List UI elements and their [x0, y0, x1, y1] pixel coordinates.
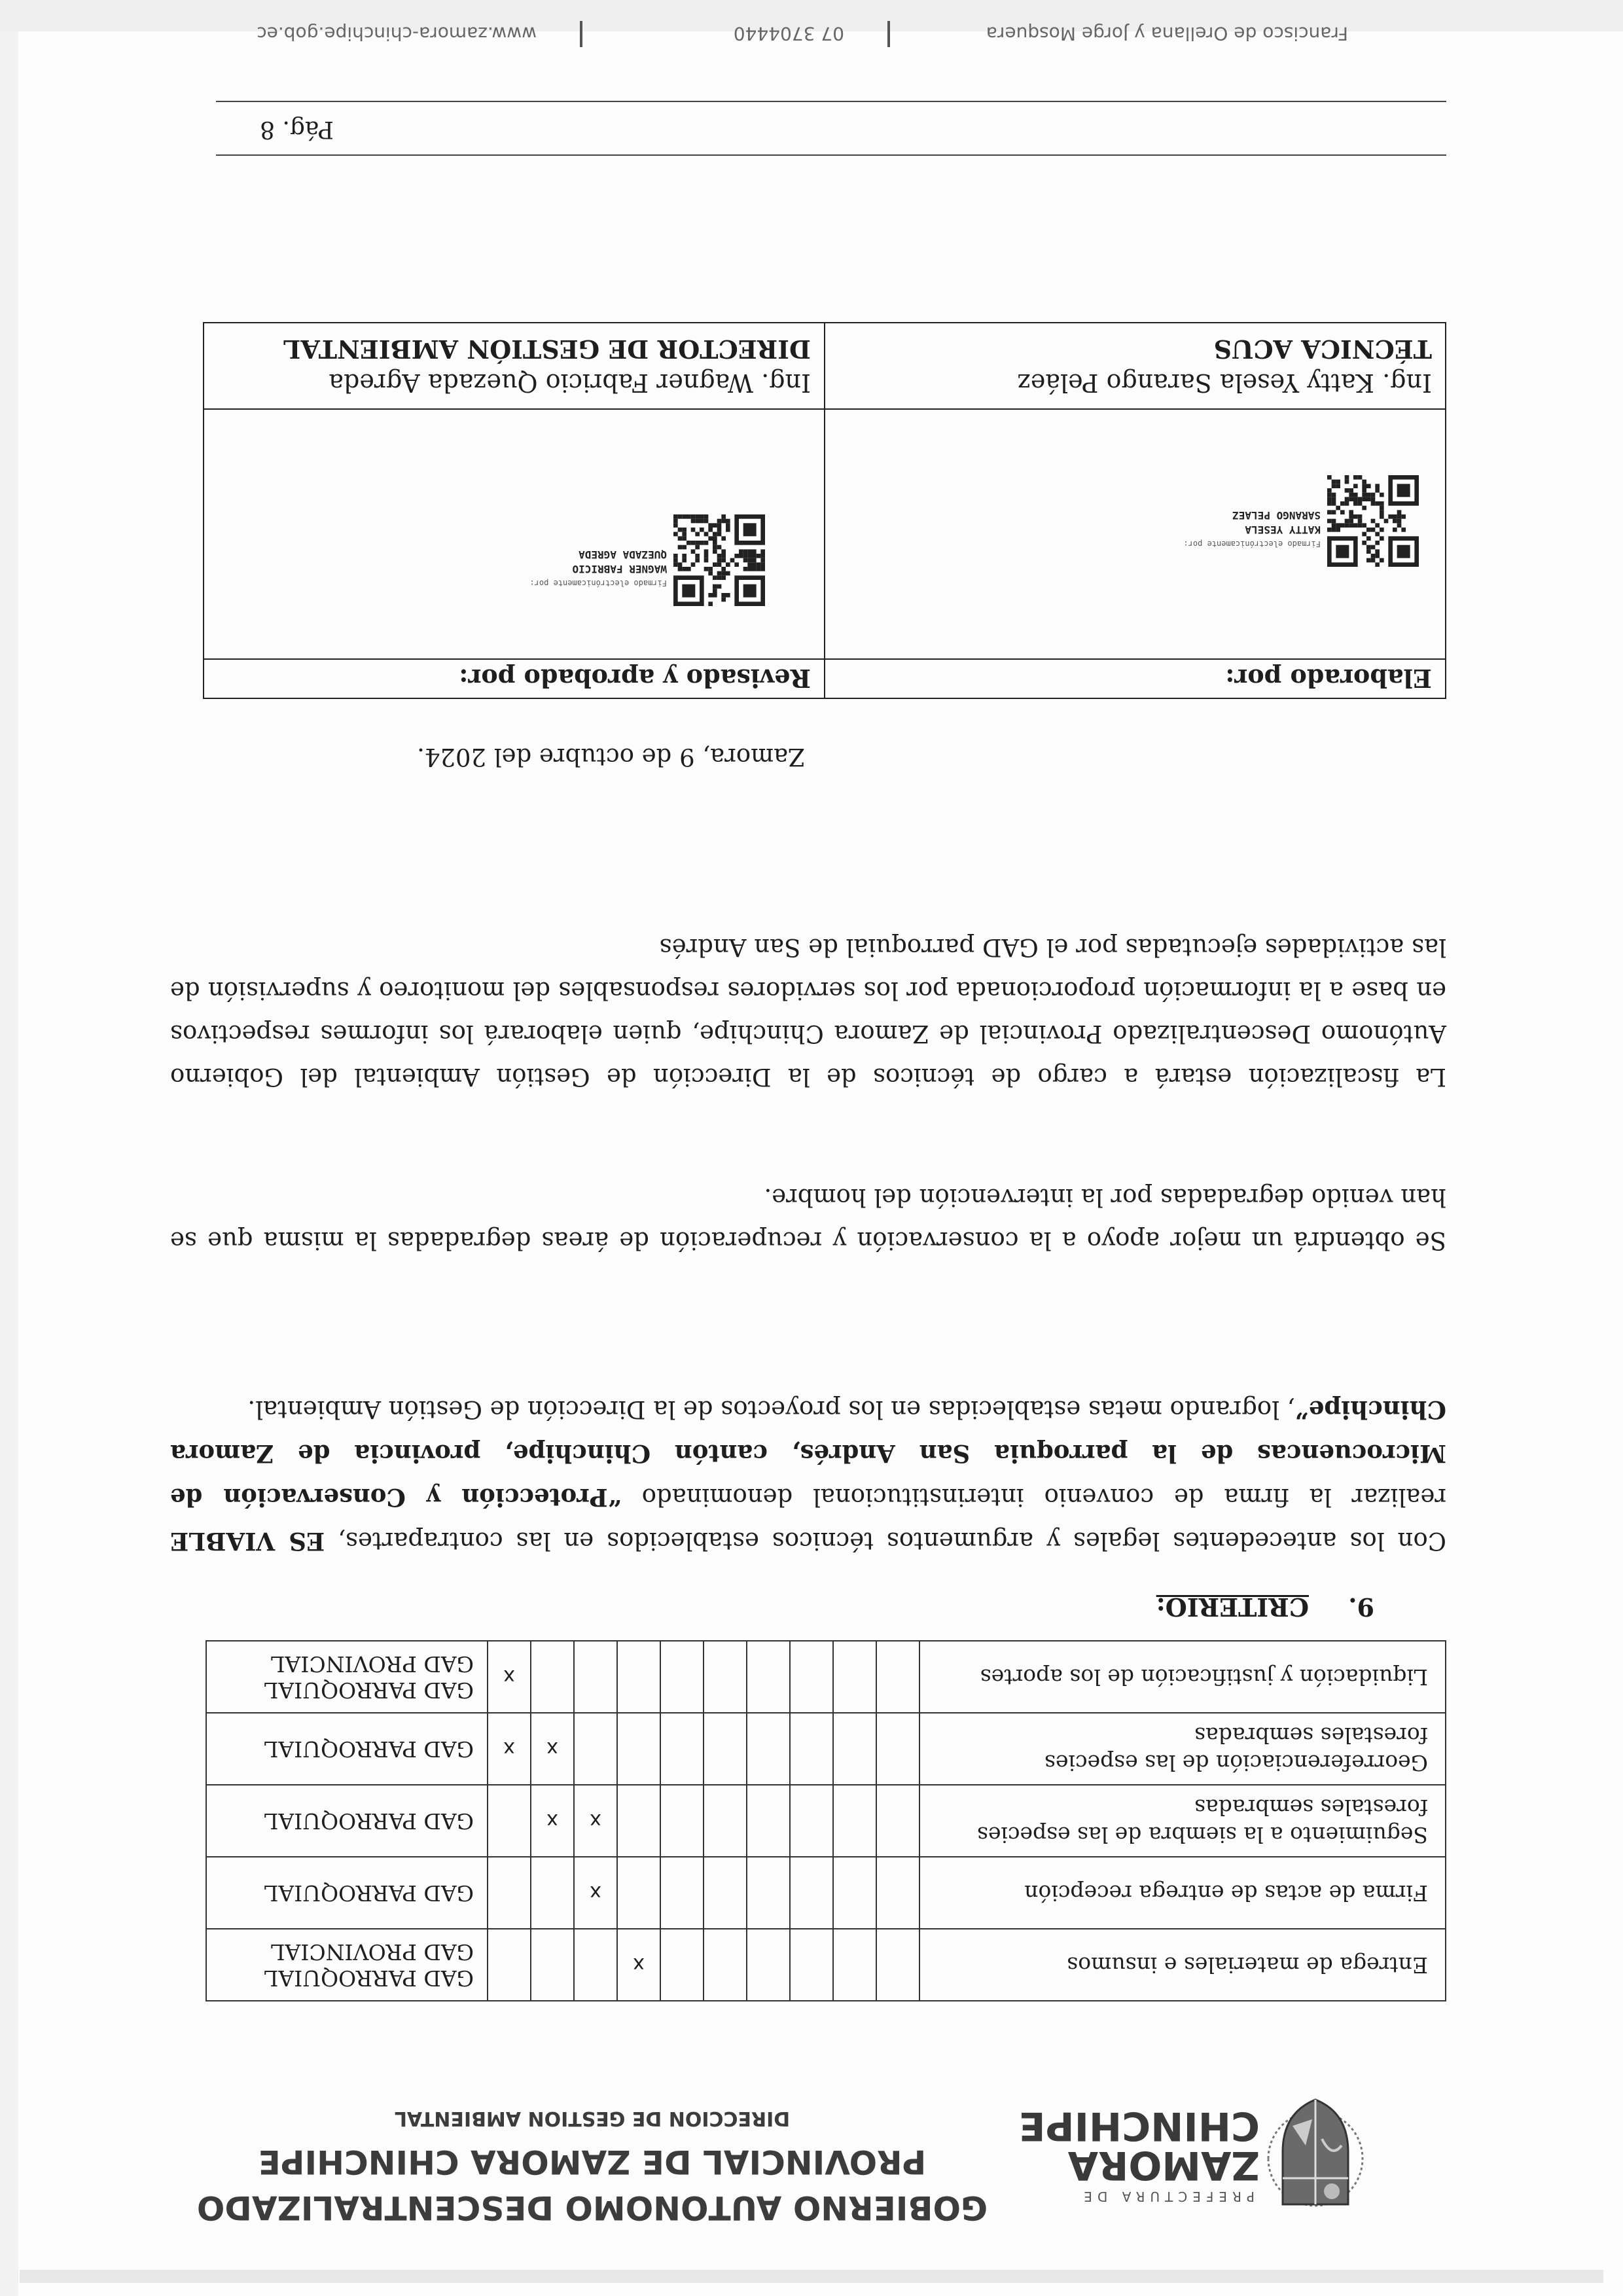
schedule-cell [833, 1785, 876, 1857]
schedule-cell [660, 1929, 704, 2001]
schedule-cell [790, 1641, 833, 1713]
signer-name: Ing. Katty Yesela Sarango Peláez [1017, 368, 1432, 397]
activities-schedule-table [205, 1640, 1446, 2001]
letterhead [160, 2080, 1364, 2231]
schedule-mark: x [531, 1785, 574, 1857]
shield-icon [1266, 2093, 1364, 2224]
schedule-mark: x [617, 1929, 660, 2001]
schedule-cell [704, 1785, 747, 1857]
schedule-cell [876, 1857, 919, 1929]
schedule-cell [747, 1641, 790, 1713]
activity-row [206, 1929, 1446, 2001]
schedule-cell [488, 1857, 531, 1929]
schedule-cell [876, 1785, 919, 1857]
signature-table [203, 322, 1446, 699]
signer-role: DIRECTOR DE GESTIÓN AMBIENTAL [283, 334, 811, 364]
signature-cell-left [825, 409, 1446, 659]
schedule-cell [617, 1641, 660, 1713]
schedule-cell [617, 1785, 660, 1857]
section-title-criterio [1156, 1592, 1374, 1622]
schedule-mark: x [488, 1641, 531, 1713]
logo-chinchipe-text: CHINCHIPE [1018, 2103, 1260, 2149]
activity-row [206, 1785, 1446, 1857]
schedule-cell [876, 1929, 919, 2001]
qr-code-icon [1327, 475, 1419, 567]
criterio-paragraph-3: La fiscalización estará a cargo de técnicos de la Dirección de Gestión Ambiental del Gobierno Autónomo Descentralizado Provincial de Zamora Chinchipe, quien elaborará los informes respectivos en base a la información proporcionada por los servidores responsables del monitoreo y supervisión de las actividades ejecutadas por el GAD parroquial de San Andrés [170, 933, 1446, 1091]
schedule-cell [876, 1641, 919, 1713]
signature-cell-right [204, 409, 825, 659]
divider [216, 154, 1446, 156]
org-line-1: GOBIERNO AUTONOMO DESCENTRALIZADO [196, 2189, 988, 2227]
criterio-paragraph-1 [170, 1388, 1446, 1563]
viable-emphasis: ES VIABLE [170, 1527, 325, 1556]
signer-right [204, 323, 825, 409]
qr-note: Firmado electrónicamente por: [529, 579, 667, 588]
schedule-cell [704, 1929, 747, 2001]
place-and-date: Zamora, 9 de octubre del 2024. [417, 743, 805, 771]
schedule-cell [747, 1785, 790, 1857]
schedule-cell [617, 1713, 660, 1785]
schedule-cell [488, 1929, 531, 2001]
schedule-mark: x [488, 1713, 531, 1785]
footer-separator [887, 21, 890, 47]
footer-phone: 07 3704440 [733, 23, 844, 45]
schedule-cell [531, 1857, 574, 1929]
schedule-cell [617, 1857, 660, 1929]
schedule-cell [660, 1857, 704, 1929]
schedule-cell [704, 1713, 747, 1785]
schedule-cell [790, 1857, 833, 1929]
elaborado-label: Elaborado por: [825, 659, 1446, 698]
qr-signer-line-1: KATTY YESELA [1245, 524, 1321, 536]
qr-code-icon [673, 514, 765, 606]
p1-text-c: realizar la firma de convenio interinstitucional denominado [621, 1483, 1446, 1511]
schedule-cell [833, 1929, 876, 2001]
activity-responsible: GAD PARROQUIAL [206, 1713, 488, 1785]
organization-name [160, 2107, 1024, 2231]
schedule-cell [833, 1713, 876, 1785]
org-line-2: PROVINCIAL DE ZAMORA CHINCHIPE [258, 2143, 927, 2181]
schedule-cell [833, 1857, 876, 1929]
divider [216, 101, 1446, 102]
activity-row [206, 1641, 1446, 1713]
schedule-cell [488, 1785, 531, 1857]
schedule-cell [747, 1929, 790, 2001]
activity-name: Liquidación y justificación de los aportes [919, 1641, 1446, 1713]
electronic-signature-left [1052, 475, 1419, 567]
schedule-cell [790, 1785, 833, 1857]
signer-name: Ing. Wagner Fabricio Quezada Agreda [329, 368, 811, 397]
activity-name: Firma de actas de entrega recepción [919, 1857, 1446, 1929]
logo-prefectura-text: PREFECTURA DE [1079, 2189, 1255, 2204]
schedule-mark: x [574, 1785, 617, 1857]
qr-note: Firmado electrónicamente por: [1183, 539, 1321, 548]
activity-name: Georreferenciación de las especies forestales sembradas [919, 1713, 1446, 1785]
electronic-signature-right [399, 514, 765, 606]
section-number: 9. [1348, 1592, 1374, 1622]
schedule-cell [833, 1641, 876, 1713]
schedule-cell [531, 1641, 574, 1713]
footer-address: Francisco de Orellana y Jorge Mosquera [986, 23, 1348, 45]
activity-name: Entrega de materiales e insumos [919, 1929, 1446, 2001]
schedule-mark: x [574, 1857, 617, 1929]
schedule-cell [660, 1785, 704, 1857]
logo-zamora-text: ZAMORA [1067, 2142, 1260, 2188]
department-name: DIRECCION DE GESTION AMBIENTAL [394, 2107, 791, 2130]
schedule-cell [531, 1929, 574, 2001]
schedule-cell [574, 1929, 617, 2001]
schedule-cell [574, 1713, 617, 1785]
schedule-cell [660, 1641, 704, 1713]
schedule-mark: x [531, 1713, 574, 1785]
qr-signer-line-1: WAGNER FABRICIO [572, 563, 667, 575]
schedule-cell [704, 1857, 747, 1929]
signer-left [825, 323, 1446, 409]
criterio-paragraph-2: Se obtendrá un mejor apoyo a la conservación y recuperación de áreas degradadas la misma que se han venido degradadas por la intervención del hombre. [170, 1183, 1446, 1255]
page-number: Pág. 8 [260, 116, 334, 143]
activity-name: Seguimiento a la siembra de las especies forestales sembradas [919, 1785, 1446, 1857]
qr-signer-line-2: QUEZADA AGREDA [579, 548, 667, 561]
activity-responsible: GAD PARROQUIAL [206, 1857, 488, 1929]
revisado-label: Revisado y aprobado por: [204, 659, 825, 698]
p1-text-a: Con los antecedentes legales y argumentos técnicos establecidos en las contrapartes, [325, 1527, 1446, 1555]
schedule-cell [790, 1713, 833, 1785]
activity-responsible: GAD PARROQUIAL GAD PROVINCIAL [206, 1929, 488, 2001]
prefectura-logo [1018, 2087, 1364, 2224]
schedule-cell [790, 1929, 833, 2001]
schedule-cell [704, 1641, 747, 1713]
schedule-cell [747, 1857, 790, 1929]
agreement-name: “Protección y Conservación de Microcuencas de la parroquia San Andrés, cantón Chinchipe, provincia de Zamora Chinchipe” [169, 1395, 1446, 1512]
p1-text-e: , logrando metas establecidas en los proyectos de la Dirección de Gestión Ambiental. [247, 1395, 1295, 1424]
schedule-cell [876, 1713, 919, 1785]
qr-signer-line-2: SARANGO PELAEZ [1232, 509, 1321, 522]
schedule-cell [660, 1713, 704, 1785]
footer-separator [580, 21, 582, 47]
activity-responsible: GAD PARROQUIAL GAD PROVINCIAL [206, 1641, 488, 1713]
signer-role: TÉCNICA ACUS [1213, 334, 1432, 364]
activity-row [206, 1857, 1446, 1929]
section-title: CRITERIO: [1156, 1592, 1309, 1622]
footer-website: www.zamora-chinchipe.gob.ec [257, 23, 537, 45]
activity-row [206, 1713, 1446, 1785]
activity-responsible: GAD PARROQUIAL [206, 1785, 488, 1857]
schedule-cell [574, 1641, 617, 1713]
schedule-cell [747, 1713, 790, 1785]
